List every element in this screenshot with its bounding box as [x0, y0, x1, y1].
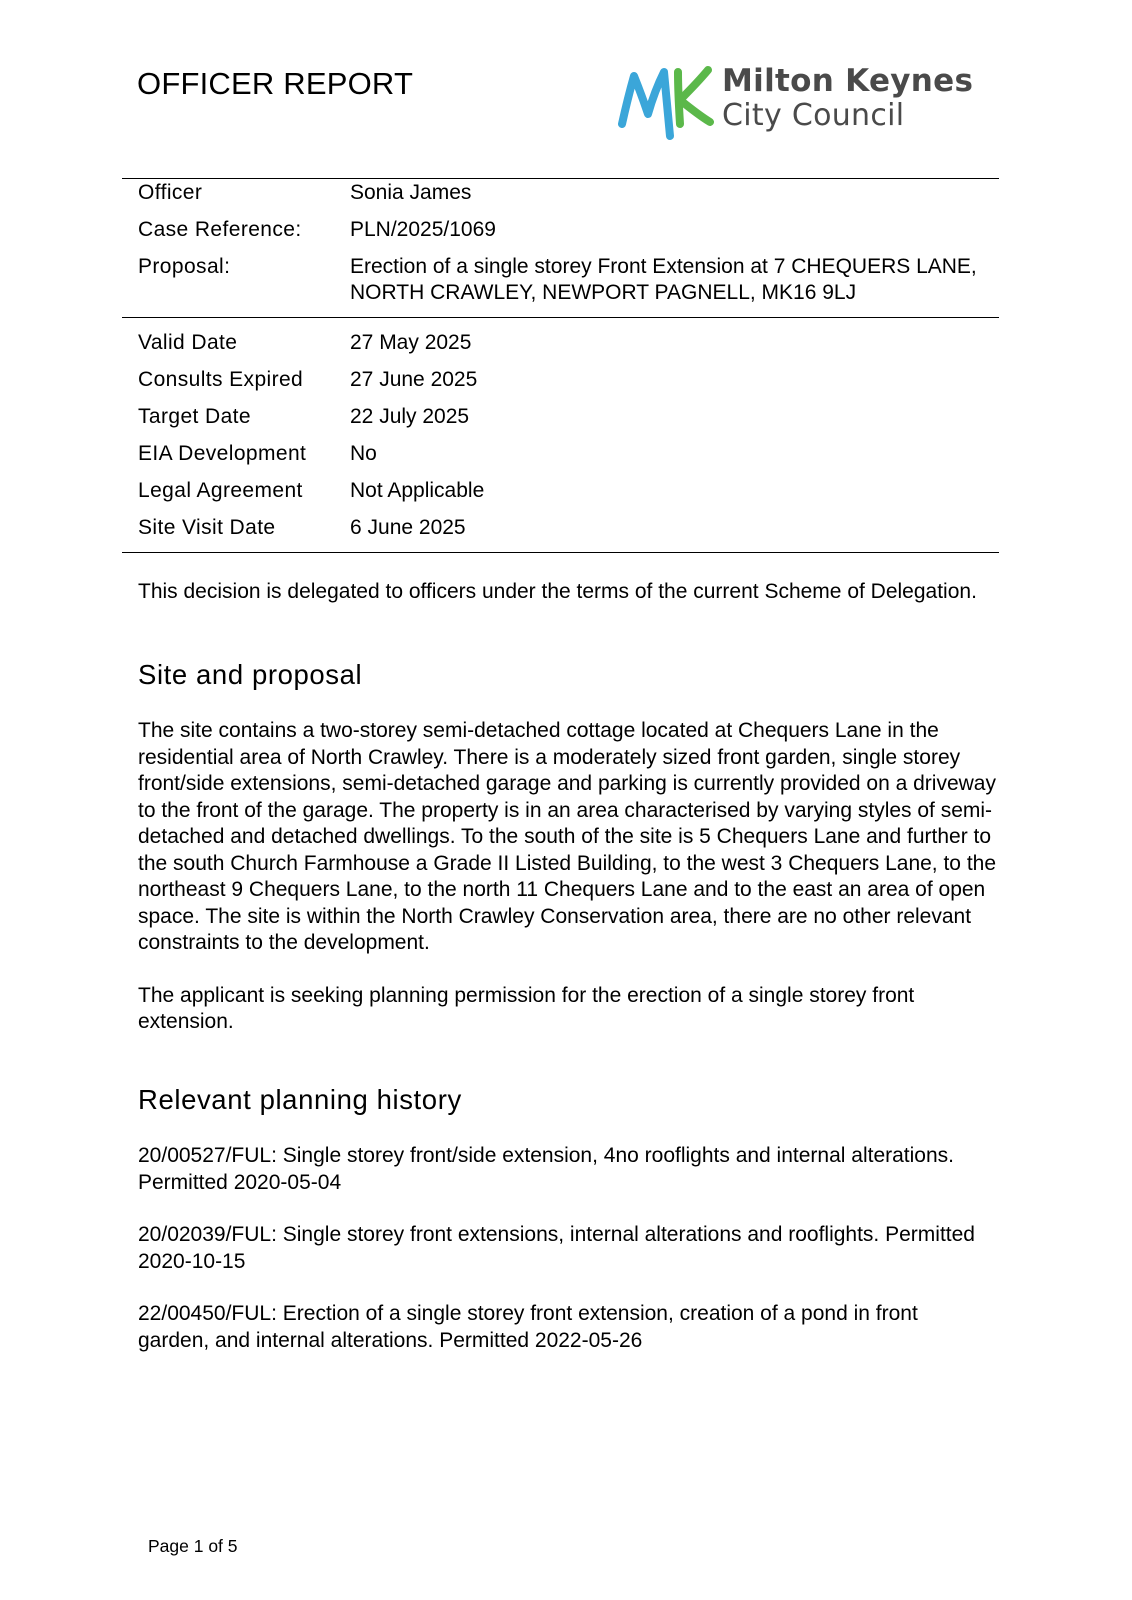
case-detail-row	[138, 217, 988, 254]
date-value: 27 May 2025	[350, 331, 472, 354]
case-detail-label: Proposal:	[138, 255, 231, 278]
divider-bottom	[122, 552, 999, 553]
planning-history-entry: 20/00527/FUL: Single storey front/side extension, 4no rooflights and internal alterations. Permitted 2020-05-04	[138, 1144, 954, 1194]
date-value: 6 June 2025	[350, 516, 466, 539]
delegation-text: This decision is delegated to officers under the terms of the current Scheme of Delegation.	[138, 580, 977, 603]
date-label: Consults Expired	[138, 368, 304, 391]
date-row	[138, 330, 988, 367]
case-detail-label: Case Reference:	[138, 218, 302, 241]
date-row	[138, 367, 988, 404]
logo-line-1: Milton Keynes	[722, 63, 974, 99]
site-proposal-body	[138, 718, 1000, 1036]
case-detail-label: Officer	[138, 181, 203, 204]
divider-top	[122, 178, 999, 179]
planning-history-entry: 20/02039/FUL: Single storey front extensions, internal alterations and rooflights. Permitted 2020-10-15	[138, 1223, 975, 1273]
planning-history-list	[138, 1143, 988, 1354]
dates-table	[138, 330, 988, 541]
date-label: EIA Development	[138, 442, 307, 465]
date-row	[138, 478, 988, 515]
site-proposal-heading: Site and proposal	[138, 659, 363, 690]
mk-logo-mark	[618, 62, 714, 146]
logo-k-arms	[680, 70, 710, 122]
logo-line-2: City Council	[722, 98, 905, 133]
date-label: Target Date	[138, 405, 251, 428]
delegation-statement	[138, 579, 978, 606]
page-number: Page 1 of 5	[148, 1536, 238, 1556]
date-row	[138, 404, 988, 441]
divider-middle	[122, 317, 999, 318]
case-detail-value: Erection of a single storey Front Extension at 7 CHEQUERS LANE, NORTH CRAWLEY, NEWPORT PAGNELL, MK16 9LJ	[350, 255, 977, 304]
planning-history-entry: 22/00450/FUL: Erection of a single storey front extension, creation of a pond in front garden, and internal alterations. Permitted 2022-05-26	[138, 1302, 918, 1352]
case-detail-row	[138, 180, 988, 217]
date-value: 27 June 2025	[350, 368, 478, 391]
logo-m-stroke	[622, 72, 670, 136]
date-label: Site Visit Date	[138, 516, 276, 539]
date-label: Valid Date	[138, 331, 238, 354]
site-description-paragraph: The site contains a two-storey semi-detached cottage located at Chequers Lane in the residential area of North Crawley. There is a moderately sized front garden, single storey front/side extensions, semi-detached garage and parking is currently provided on a driveway to the front of the garage. The property is in an area characterised by varying styles of semi-detached and detached dwellings. To the south of the site is 5 Chequers Lane and further to the south Church Farmhouse a Grade II Listed Building, to the west 3 Chequers Lane, to the northeast 9 Chequers Lane, to the north 11 Chequers Lane and to the east an area of open space. The site is within the North Crawley Conservation area, there are no other relevant constraints to the development.	[138, 719, 997, 954]
council-logo	[618, 62, 998, 146]
case-detail-value: Sonia James	[350, 181, 472, 204]
case-detail-value: PLN/2025/1069	[350, 218, 496, 241]
case-details-table	[138, 180, 988, 306]
case-detail-row	[138, 254, 988, 306]
date-value: 22 July 2025	[350, 405, 470, 428]
proposal-paragraph: The applicant is seeking planning permission for the erection of a single storey front extension.	[138, 983, 915, 1033]
date-row	[138, 441, 988, 478]
planning-history-heading: Relevant planning history	[138, 1084, 462, 1115]
date-value: Not Applicable	[350, 479, 485, 502]
report-title: OFFICER REPORT	[137, 66, 414, 101]
date-value: No	[350, 442, 377, 465]
date-label: Legal Agreement	[138, 479, 303, 502]
date-row	[138, 515, 988, 541]
